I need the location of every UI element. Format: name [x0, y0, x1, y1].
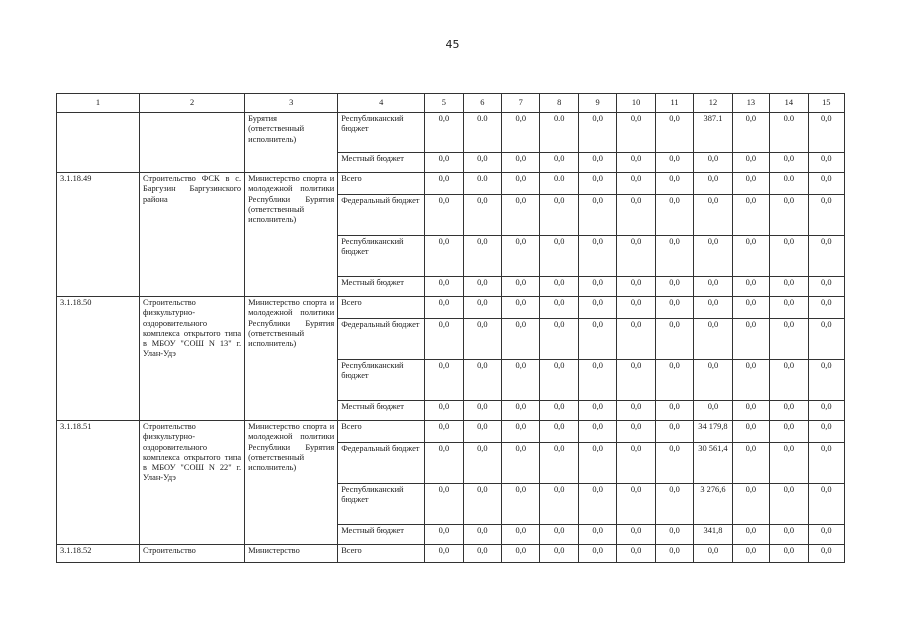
header-row — [57, 94, 845, 113]
source-cell: Республиканский бюджет — [338, 236, 425, 277]
table-row — [57, 113, 845, 153]
name-cell: Строительство ФСК в с. Баргузин Баргузинского района — [139, 173, 244, 297]
source-cell: Местный бюджет — [338, 277, 425, 297]
value-cell: 0,0 — [425, 401, 463, 421]
value-cell: 0,0 — [770, 545, 808, 563]
value-cell: 0,0 — [732, 484, 769, 525]
value-cell: 0,0 — [808, 277, 844, 297]
value-cell: 0,0 — [732, 113, 769, 153]
column-header: 12 — [694, 94, 732, 113]
value-cell: 0,0 — [502, 401, 540, 421]
value-cell: 0,0 — [578, 319, 616, 360]
value-cell: 0,0 — [578, 401, 616, 421]
value-cell: 0,0 — [808, 525, 844, 545]
value-cell: 0,0 — [694, 153, 732, 173]
value-cell: 0,0 — [617, 113, 655, 153]
value-cell: 0,0 — [694, 236, 732, 277]
value-cell: 0.0 — [540, 173, 578, 195]
value-cell: 0,0 — [502, 545, 540, 563]
value-cell: 0,0 — [425, 545, 463, 563]
value-cell: 0,0 — [425, 277, 463, 297]
value-cell: 0,0 — [808, 173, 844, 195]
value-cell: 0,0 — [425, 195, 463, 236]
value-cell: 0,0 — [502, 277, 540, 297]
value-cell: 0,0 — [463, 319, 501, 360]
value-cell: 0,0 — [578, 236, 616, 277]
value-cell: 0,0 — [732, 236, 769, 277]
value-cell: 0,0 — [463, 153, 501, 173]
value-cell: 0,0 — [425, 443, 463, 484]
value-cell: 34 179,8 — [694, 421, 732, 443]
value-cell: 0,0 — [540, 319, 578, 360]
value-cell: 387.1 — [694, 113, 732, 153]
value-cell: 0,0 — [502, 173, 540, 195]
value-cell: 0,0 — [770, 297, 808, 319]
value-cell: 0,0 — [578, 297, 616, 319]
column-header: 2 — [139, 94, 244, 113]
value-cell: 0,0 — [463, 525, 501, 545]
value-cell: 0,0 — [770, 153, 808, 173]
source-cell: Всего — [338, 421, 425, 443]
column-header: 6 — [463, 94, 501, 113]
value-cell: 0,0 — [770, 236, 808, 277]
value-cell: 0,0 — [655, 113, 693, 153]
value-cell: 0,0 — [540, 443, 578, 484]
value-cell: 0,0 — [732, 421, 769, 443]
value-cell: 0,0 — [617, 484, 655, 525]
value-cell: 0,0 — [463, 297, 501, 319]
executor-cell: Министерство спорта и молодежной политики Республики Бурятия (ответственный исполнитель) — [245, 421, 338, 545]
value-cell: 0,0 — [540, 195, 578, 236]
column-header: 7 — [502, 94, 540, 113]
value-cell: 0,0 — [578, 421, 616, 443]
value-cell: 0,0 — [655, 153, 693, 173]
value-cell: 0,0 — [425, 173, 463, 195]
code-cell: 3.1.18.52 — [57, 545, 140, 563]
column-header: 15 — [808, 94, 844, 113]
value-cell: 0,0 — [502, 319, 540, 360]
column-header: 9 — [578, 94, 616, 113]
value-cell: 0,0 — [578, 195, 616, 236]
value-cell: 0,0 — [732, 153, 769, 173]
value-cell: 0,0 — [617, 545, 655, 563]
value-cell: 30 561,4 — [694, 443, 732, 484]
value-cell: 0,0 — [617, 360, 655, 401]
value-cell: 0,0 — [655, 360, 693, 401]
value-cell: 0,0 — [655, 236, 693, 277]
column-header: 5 — [425, 94, 463, 113]
value-cell: 0,0 — [655, 545, 693, 563]
column-header: 13 — [732, 94, 769, 113]
value-cell: 0,0 — [655, 484, 693, 525]
value-cell: 0,0 — [694, 545, 732, 563]
source-cell: Местный бюджет — [338, 401, 425, 421]
value-cell: 0,0 — [540, 484, 578, 525]
value-cell: 341,8 — [694, 525, 732, 545]
value-cell: 0,0 — [463, 545, 501, 563]
table-row — [57, 173, 845, 195]
value-cell: 0,0 — [655, 401, 693, 421]
executor-cell: Министерство спорта и молодежной политики Республики Бурятия (ответственный исполнитель) — [245, 297, 338, 421]
value-cell: 0,0 — [617, 297, 655, 319]
value-cell: 0,0 — [502, 525, 540, 545]
page-number: 45 — [445, 38, 460, 51]
value-cell: 0,0 — [463, 236, 501, 277]
value-cell: 0,0 — [540, 525, 578, 545]
column-header: 1 — [57, 94, 140, 113]
value-cell: 0,0 — [578, 484, 616, 525]
code-cell: 3.1.18.49 — [57, 173, 140, 297]
value-cell: 0,0 — [617, 277, 655, 297]
value-cell: 0.0 — [770, 113, 808, 153]
value-cell: 0,0 — [425, 319, 463, 360]
value-cell: 0,0 — [578, 173, 616, 195]
column-header: 10 — [617, 94, 655, 113]
value-cell: 0,0 — [540, 401, 578, 421]
value-cell: 0,0 — [655, 525, 693, 545]
source-cell: Всего — [338, 545, 425, 563]
value-cell: 0,0 — [540, 277, 578, 297]
value-cell: 0,0 — [463, 401, 501, 421]
value-cell: 0,0 — [617, 421, 655, 443]
value-cell: 0,0 — [770, 319, 808, 360]
value-cell: 0,0 — [502, 236, 540, 277]
value-cell: 0,0 — [617, 195, 655, 236]
source-cell: Федеральный бюджет — [338, 319, 425, 360]
value-cell: 0,0 — [425, 421, 463, 443]
value-cell: 0,0 — [655, 297, 693, 319]
code-cell — [57, 113, 140, 173]
value-cell: 0,0 — [732, 277, 769, 297]
value-cell: 0,0 — [808, 401, 844, 421]
table-row — [57, 421, 845, 443]
value-cell: 0,0 — [578, 443, 616, 484]
value-cell: 0,0 — [655, 443, 693, 484]
value-cell: 0,0 — [732, 401, 769, 421]
column-header: 14 — [770, 94, 808, 113]
value-cell: 0,0 — [808, 443, 844, 484]
value-cell: 0,0 — [540, 545, 578, 563]
value-cell: 0,0 — [617, 173, 655, 195]
source-cell: Федеральный бюджет — [338, 195, 425, 236]
value-cell: 0,0 — [732, 319, 769, 360]
value-cell: 0,0 — [732, 173, 769, 195]
value-cell: 0,0 — [770, 525, 808, 545]
value-cell: 0,0 — [463, 484, 501, 525]
source-cell: Всего — [338, 173, 425, 195]
name-cell: Строительство физкультурно-оздоровительного комплекса открытого типа в МБОУ "СОШ N 22" г. Улан-Удэ — [139, 421, 244, 545]
value-cell: 0,0 — [540, 421, 578, 443]
value-cell: 0,0 — [655, 195, 693, 236]
value-cell: 0,0 — [655, 277, 693, 297]
budget-table — [56, 93, 845, 563]
source-cell: Республиканский бюджет — [338, 484, 425, 525]
column-header: 4 — [338, 94, 425, 113]
value-cell: 0,0 — [617, 319, 655, 360]
value-cell: 0,0 — [732, 443, 769, 484]
column-header: 3 — [245, 94, 338, 113]
value-cell: 0,0 — [808, 153, 844, 173]
value-cell: 0,0 — [770, 360, 808, 401]
value-cell: 0,0 — [502, 421, 540, 443]
table-row — [57, 545, 845, 563]
value-cell: 0,0 — [425, 297, 463, 319]
value-cell: 0,0 — [655, 421, 693, 443]
value-cell: 0,0 — [540, 236, 578, 277]
value-cell: 0,0 — [617, 153, 655, 173]
value-cell: 0,0 — [770, 421, 808, 443]
value-cell: 0,0 — [655, 173, 693, 195]
value-cell: 0,0 — [502, 360, 540, 401]
value-cell: 0,0 — [694, 401, 732, 421]
value-cell: 0,0 — [425, 113, 463, 153]
value-cell: 0,0 — [425, 525, 463, 545]
value-cell: 0,0 — [808, 236, 844, 277]
value-cell: 0,0 — [617, 443, 655, 484]
value-cell: 0,0 — [425, 360, 463, 401]
value-cell: 0,0 — [540, 297, 578, 319]
value-cell: 0,0 — [617, 236, 655, 277]
value-cell: 0.0 — [770, 173, 808, 195]
value-cell: 0,0 — [808, 360, 844, 401]
code-cell: 3.1.18.50 — [57, 297, 140, 421]
value-cell: 0,0 — [808, 195, 844, 236]
value-cell: 0,0 — [808, 545, 844, 563]
value-cell: 0,0 — [770, 443, 808, 484]
value-cell: 0,0 — [463, 443, 501, 484]
name-cell — [139, 113, 244, 173]
value-cell: 0,0 — [540, 153, 578, 173]
value-cell: 0,0 — [808, 319, 844, 360]
value-cell: 0,0 — [770, 195, 808, 236]
value-cell: 0,0 — [694, 195, 732, 236]
value-cell: 0,0 — [578, 525, 616, 545]
value-cell: 0,0 — [502, 153, 540, 173]
source-cell: Местный бюджет — [338, 153, 425, 173]
value-cell: 0,0 — [617, 525, 655, 545]
value-cell: 0,0 — [425, 484, 463, 525]
value-cell: 0,0 — [502, 113, 540, 153]
value-cell: 0.0 — [463, 113, 501, 153]
value-cell: 0,0 — [732, 545, 769, 563]
value-cell: 0,0 — [463, 421, 501, 443]
value-cell: 0.0 — [463, 173, 501, 195]
source-cell: Местный бюджет — [338, 525, 425, 545]
value-cell: 0,0 — [732, 360, 769, 401]
value-cell: 0.0 — [540, 113, 578, 153]
column-header: 11 — [655, 94, 693, 113]
value-cell: 0,0 — [617, 401, 655, 421]
source-cell: Всего — [338, 297, 425, 319]
value-cell: 0,0 — [808, 421, 844, 443]
source-cell: Федеральный бюджет — [338, 443, 425, 484]
value-cell: 0,0 — [578, 153, 616, 173]
name-cell: Строительство — [139, 545, 244, 563]
table-row — [57, 297, 845, 319]
executor-cell: Министерство спорта и молодежной политики Республики Бурятия (ответственный исполнитель) — [245, 173, 338, 297]
value-cell: 0,0 — [770, 277, 808, 297]
source-cell: Республиканский бюджет — [338, 360, 425, 401]
value-cell: 0,0 — [770, 401, 808, 421]
value-cell: 0,0 — [578, 545, 616, 563]
value-cell: 0,0 — [578, 360, 616, 401]
value-cell: 0,0 — [694, 297, 732, 319]
value-cell: 0,0 — [808, 113, 844, 153]
value-cell: 0,0 — [578, 277, 616, 297]
value-cell: 0,0 — [808, 297, 844, 319]
value-cell: 0,0 — [808, 484, 844, 525]
value-cell: 0,0 — [463, 195, 501, 236]
value-cell: 0,0 — [770, 484, 808, 525]
value-cell: 0,0 — [463, 277, 501, 297]
name-cell: Строительство физкультурно-оздоровительного комплекса открытого типа в МБОУ "СОШ N 13" г. Улан-Удэ — [139, 297, 244, 421]
column-header: 8 — [540, 94, 578, 113]
value-cell: 0,0 — [425, 153, 463, 173]
source-cell: Республиканский бюджет — [338, 113, 425, 153]
value-cell: 3 276,6 — [694, 484, 732, 525]
value-cell: 0,0 — [732, 195, 769, 236]
value-cell: 0,0 — [502, 443, 540, 484]
value-cell: 0,0 — [655, 319, 693, 360]
value-cell: 0,0 — [502, 484, 540, 525]
executor-cell: Бурятия (ответственный исполнитель) — [245, 113, 338, 173]
value-cell: 0,0 — [732, 525, 769, 545]
value-cell: 0,0 — [540, 360, 578, 401]
value-cell: 0,0 — [578, 113, 616, 153]
value-cell: 0,0 — [425, 236, 463, 277]
value-cell: 0,0 — [694, 360, 732, 401]
value-cell: 0,0 — [463, 360, 501, 401]
value-cell: 0,0 — [502, 297, 540, 319]
value-cell: 0,0 — [694, 277, 732, 297]
value-cell: 0,0 — [694, 319, 732, 360]
executor-cell: Министерство — [245, 545, 338, 563]
value-cell: 0,0 — [502, 195, 540, 236]
value-cell: 0,0 — [694, 173, 732, 195]
value-cell: 0,0 — [732, 297, 769, 319]
code-cell: 3.1.18.51 — [57, 421, 140, 545]
